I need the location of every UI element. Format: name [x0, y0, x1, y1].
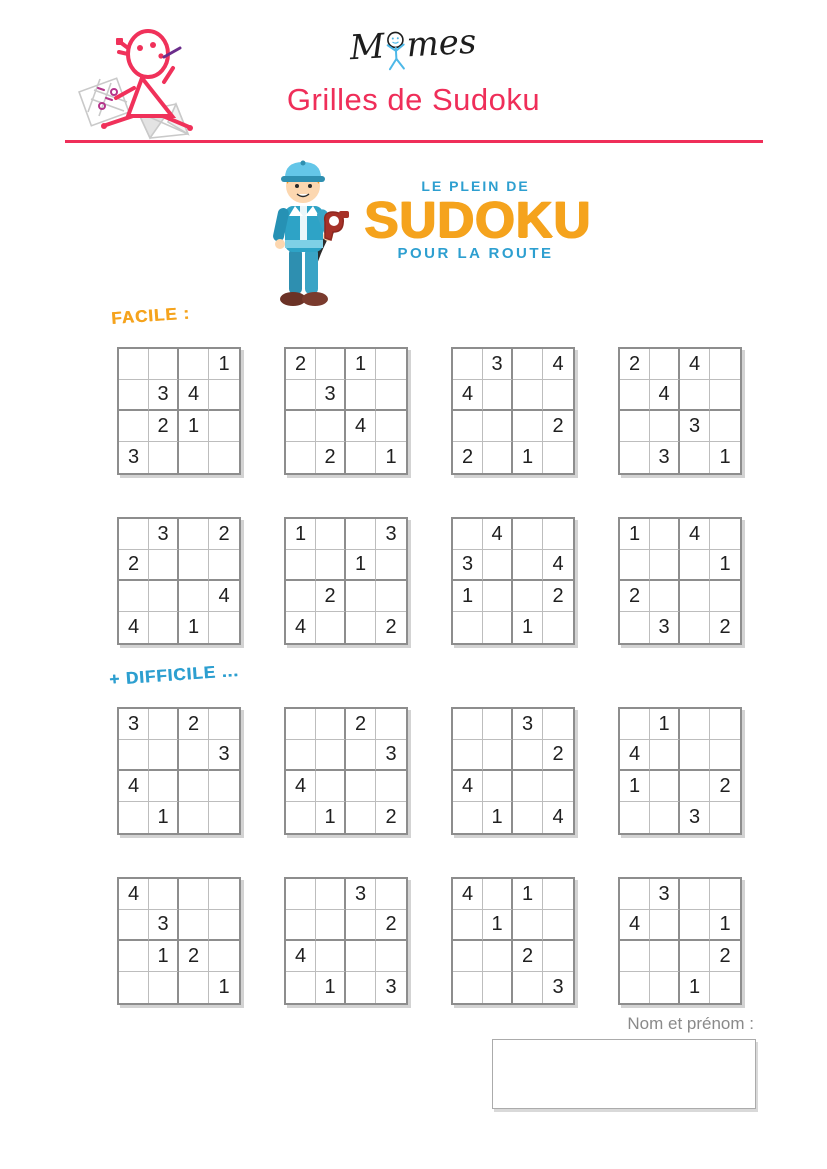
sudoku-cell	[209, 709, 239, 740]
sudoku-cell: 1	[719, 446, 731, 468]
sudoku-cell: 3	[552, 976, 564, 998]
sudoku-grid	[284, 707, 408, 835]
sudoku-cell	[376, 380, 406, 411]
sudoku-grid	[117, 877, 241, 1005]
sudoku-cell	[453, 411, 483, 442]
sudoku-cell: 1	[710, 550, 740, 581]
sudoku-cell	[209, 802, 239, 833]
sudoku-cell: 2	[513, 941, 543, 972]
sudoku-cell	[179, 442, 209, 473]
sudoku-cell: 1	[346, 550, 376, 581]
sudoku-cell	[346, 802, 376, 833]
sudoku-cell	[376, 709, 406, 740]
difficile-grid-row-1	[117, 707, 742, 835]
sudoku-cell	[710, 411, 740, 442]
sudoku-cell: 3	[376, 519, 406, 550]
sudoku-cell	[483, 442, 513, 473]
sudoku-grid	[284, 517, 408, 645]
sudoku-cell: 2	[620, 349, 650, 380]
sudoku-cell	[209, 910, 239, 941]
sudoku-grid	[451, 877, 575, 1005]
sudoku-cell	[209, 411, 239, 442]
sudoku-cell: 2	[316, 581, 346, 612]
sudoku-cell: 4	[179, 380, 209, 411]
sudoku-cell: 1	[513, 612, 543, 643]
sudoku-cell: 3	[650, 442, 680, 473]
sudoku-cell	[513, 380, 543, 411]
sudoku-cell	[346, 519, 376, 550]
sudoku-cell	[149, 550, 179, 581]
sudoku-cell: 1	[513, 442, 543, 473]
sudoku-cell	[650, 519, 680, 550]
sudoku-cell: 2	[710, 771, 740, 802]
sudoku-cell: 4	[543, 349, 573, 380]
sudoku-cell	[209, 380, 239, 411]
sudoku-cell	[316, 771, 346, 802]
sudoku-cell	[179, 349, 209, 380]
hero-illustration	[0, 156, 827, 308]
page-title: Grilles de Sudoku	[286, 82, 541, 117]
sudoku-cell: 1	[286, 519, 316, 550]
sudoku-cell	[316, 879, 346, 910]
sudoku-cell: 4	[209, 581, 239, 612]
sudoku-cell: 4	[119, 612, 149, 643]
sudoku-cell	[346, 972, 376, 1003]
sudoku-cell	[710, 709, 740, 740]
sudoku-cell: 1	[179, 612, 209, 643]
sudoku-cell: 2	[710, 941, 740, 972]
sudoku-cell: 2	[543, 740, 573, 771]
difficile-grid-row-2	[117, 877, 742, 1005]
sudoku-cell	[453, 802, 483, 833]
sudoku-cell	[483, 941, 513, 972]
sudoku-cell: 3	[650, 879, 680, 910]
sudoku-cell	[680, 740, 710, 771]
sudoku-cell	[620, 550, 650, 581]
sudoku-cell: 3	[680, 411, 710, 442]
name-label: Nom et prénom :	[627, 1014, 754, 1033]
sudoku-cell	[149, 709, 179, 740]
sudoku-cell	[376, 349, 406, 380]
sudoku-cell	[209, 771, 239, 802]
sudoku-cell: 1	[620, 771, 650, 802]
sudoku-cell	[286, 550, 316, 581]
sudoku-cell: 4	[346, 411, 376, 442]
sudoku-grid	[451, 707, 575, 835]
sudoku-cell	[513, 581, 543, 612]
sudoku-cell	[286, 802, 316, 833]
sudoku-cell	[316, 519, 346, 550]
sudoku-cell	[620, 802, 650, 833]
sudoku-cell	[316, 550, 346, 581]
sudoku-cell	[453, 709, 483, 740]
sudoku-cell	[543, 380, 573, 411]
sudoku-cell	[346, 581, 376, 612]
sudoku-cell	[453, 349, 483, 380]
sudoku-cell: 2	[346, 709, 376, 740]
sudoku-cell	[513, 411, 543, 442]
sudoku-cell: 1	[483, 802, 513, 833]
sudoku-cell	[286, 380, 316, 411]
sudoku-cell: 1	[453, 581, 483, 612]
sudoku-cell: 3	[376, 740, 406, 771]
sudoku-cell	[346, 941, 376, 972]
sudoku-cell	[483, 771, 513, 802]
sudoku-cell	[513, 740, 543, 771]
momes-logo-letter-m: M	[348, 26, 386, 69]
sudoku-cell: 4	[119, 879, 149, 910]
sudoku-cell: 2	[316, 442, 346, 473]
sudoku-cell: 4	[119, 771, 149, 802]
sudoku-cell	[149, 740, 179, 771]
sudoku-cell	[376, 771, 406, 802]
sudoku-cell	[316, 709, 346, 740]
sudoku-cell	[680, 910, 710, 941]
sudoku-cell: 4	[453, 380, 483, 411]
sudoku-cell: 3	[119, 709, 149, 740]
sudoku-cell	[483, 380, 513, 411]
momes-logo-letters-rest: mes	[405, 21, 478, 66]
sudoku-cell: 4	[453, 879, 483, 910]
sudoku-cell	[543, 442, 573, 473]
sudoku-cell	[119, 411, 149, 442]
sudoku-cell: 2	[179, 709, 209, 740]
sudoku-cell	[483, 550, 513, 581]
sudoku-cell	[149, 442, 179, 473]
pump-attendant-illustration	[269, 156, 351, 308]
sudoku-cell	[483, 740, 513, 771]
sudoku-cell	[543, 879, 573, 910]
sudoku-cell: 4	[552, 806, 564, 828]
sudoku-cell	[680, 771, 710, 802]
sudoku-cell: 4	[680, 519, 710, 550]
sudoku-cell	[209, 941, 239, 972]
sudoku-cell	[620, 612, 650, 643]
sudoku-cell	[119, 380, 149, 411]
sudoku-cell	[316, 411, 346, 442]
sudoku-cell	[543, 941, 573, 972]
sudoku-cell	[680, 581, 710, 612]
sudoku-cell: 1	[346, 349, 376, 380]
sudoku-cell: 2	[385, 616, 397, 638]
sudoku-cell: 1	[149, 802, 179, 833]
sudoku-cell	[620, 442, 650, 473]
sudoku-cell	[346, 612, 376, 643]
hero-tagline-top: LE PLEIN DE	[421, 178, 530, 194]
sudoku-cell: 2	[149, 411, 179, 442]
section-label-difficile: + DIFFICILE ...	[108, 660, 240, 690]
sudoku-cell	[286, 910, 316, 941]
sudoku-cell: 4	[483, 519, 513, 550]
sudoku-cell	[179, 972, 209, 1003]
sudoku-cell	[316, 740, 346, 771]
sudoku-cell	[680, 442, 710, 473]
sudoku-cell	[179, 802, 209, 833]
sudoku-cell	[650, 581, 680, 612]
sudoku-cell	[483, 612, 513, 643]
sudoku-cell: 4	[650, 380, 680, 411]
sudoku-cell	[179, 910, 209, 941]
sudoku-cell: 1	[513, 879, 543, 910]
sudoku-cell	[513, 349, 543, 380]
sudoku-cell	[620, 941, 650, 972]
sudoku-cell	[650, 740, 680, 771]
sudoku-cell	[453, 740, 483, 771]
sudoku-cell: 2	[543, 581, 573, 612]
sudoku-cell	[680, 550, 710, 581]
sudoku-cell	[680, 380, 710, 411]
sudoku-cell	[346, 740, 376, 771]
sudoku-cell: 3	[149, 910, 179, 941]
sudoku-cell	[149, 972, 179, 1003]
sudoku-cell	[119, 802, 149, 833]
sudoku-cell	[179, 519, 209, 550]
sudoku-cell	[179, 550, 209, 581]
sudoku-cell	[119, 519, 149, 550]
sudoku-cell	[710, 802, 740, 833]
sudoku-grid	[618, 517, 742, 645]
sudoku-cell	[710, 380, 740, 411]
sudoku-cell: 4	[286, 612, 316, 643]
sudoku-cell	[346, 771, 376, 802]
sudoku-cell	[286, 442, 316, 473]
sudoku-cell	[513, 550, 543, 581]
sudoku-cell	[179, 879, 209, 910]
sudoku-cell	[346, 380, 376, 411]
sudoku-cell: 3	[149, 519, 179, 550]
sudoku-cell	[316, 349, 346, 380]
sudoku-cell	[483, 879, 513, 910]
sudoku-cell: 1	[316, 802, 346, 833]
sudoku-cell	[346, 442, 376, 473]
sudoku-cell	[316, 941, 346, 972]
sudoku-cell: 2	[453, 442, 483, 473]
sudoku-cell: 4	[286, 771, 316, 802]
sudoku-cell: 1	[316, 972, 346, 1003]
sudoku-cell	[620, 411, 650, 442]
sudoku-cell: 4	[543, 550, 573, 581]
sudoku-cell	[710, 740, 740, 771]
sudoku-cell: 2	[385, 806, 397, 828]
sudoku-cell: 4	[680, 349, 710, 380]
sudoku-cell	[286, 972, 316, 1003]
sudoku-cell	[543, 612, 573, 643]
sudoku-cell	[710, 349, 740, 380]
sudoku-grid	[618, 347, 742, 475]
sudoku-cell	[513, 519, 543, 550]
sudoku-cell	[483, 972, 513, 1003]
sudoku-cell	[710, 972, 740, 1003]
sudoku-grid	[618, 707, 742, 835]
sudoku-cell	[620, 879, 650, 910]
sudoku-cell	[119, 349, 149, 380]
sudoku-cell: 2	[376, 910, 406, 941]
sudoku-grid	[117, 707, 241, 835]
sudoku-cell	[119, 910, 149, 941]
sudoku-cell: 3	[316, 380, 346, 411]
sudoku-cell	[620, 380, 650, 411]
section-label-facile: FACILE :	[110, 303, 191, 329]
sudoku-cell: 2	[119, 550, 149, 581]
sudoku-cell: 3	[483, 349, 513, 380]
hero-title: SUDOKU	[364, 191, 592, 248]
sudoku-cell	[543, 910, 573, 941]
sudoku-cell	[209, 550, 239, 581]
sudoku-cell	[483, 581, 513, 612]
sudoku-cell	[543, 709, 573, 740]
sudoku-cell: 2	[719, 616, 731, 638]
sudoku-cell	[513, 910, 543, 941]
sudoku-cell	[513, 802, 543, 833]
sudoku-cell	[149, 771, 179, 802]
sudoku-cell	[650, 802, 680, 833]
sudoku-cell	[710, 519, 740, 550]
sudoku-cell	[650, 550, 680, 581]
sudoku-cell: 2	[620, 581, 650, 612]
sudoku-grid	[618, 877, 742, 1005]
sudoku-cell: 3	[119, 442, 149, 473]
sudoku-cell	[453, 941, 483, 972]
sudoku-cell	[543, 519, 573, 550]
sudoku-cell	[513, 771, 543, 802]
sudoku-cell	[453, 612, 483, 643]
sudoku-grid	[451, 517, 575, 645]
sudoku-cell: 1	[710, 910, 740, 941]
sudoku-cell	[483, 411, 513, 442]
sudoku-cell	[620, 972, 650, 1003]
sudoku-cell	[119, 941, 149, 972]
sudoku-cell: 4	[620, 910, 650, 941]
sudoku-grid	[451, 347, 575, 475]
sudoku-cell	[453, 519, 483, 550]
sudoku-cell: 2	[209, 519, 239, 550]
sudoku-cell: 4	[453, 771, 483, 802]
sudoku-cell	[650, 910, 680, 941]
sudoku-cell	[179, 581, 209, 612]
sudoku-cell: 1	[483, 910, 513, 941]
hero-tagline-bottom: POUR LA ROUTE	[397, 245, 554, 262]
sudoku-cell: 4	[620, 740, 650, 771]
sudoku-cell	[149, 349, 179, 380]
sudoku-cell	[650, 972, 680, 1003]
sudoku-cell: 2	[286, 349, 316, 380]
name-box	[492, 1039, 756, 1109]
sudoku-cell: 1	[385, 446, 397, 468]
sudoku-cell	[346, 910, 376, 941]
sudoku-cell	[453, 972, 483, 1003]
facile-grid-row-2	[117, 517, 742, 645]
sudoku-cell	[179, 740, 209, 771]
sudoku-cell	[286, 879, 316, 910]
sudoku-cell: 1	[680, 972, 710, 1003]
sudoku-cell: 1	[218, 976, 230, 998]
sudoku-cell	[650, 771, 680, 802]
sudoku-cell	[209, 612, 239, 643]
sudoku-cell	[209, 442, 239, 473]
sudoku-cell: 3	[650, 612, 680, 643]
sudoku-cell	[620, 709, 650, 740]
sudoku-cell: 3	[680, 802, 710, 833]
sudoku-cell: 3	[209, 740, 239, 771]
sudoku-cell	[286, 709, 316, 740]
sudoku-cell	[483, 709, 513, 740]
sudoku-cell	[513, 972, 543, 1003]
sudoku-cell	[179, 771, 209, 802]
sudoku-cell	[316, 612, 346, 643]
sudoku-grid	[284, 877, 408, 1005]
sudoku-cell	[376, 550, 406, 581]
sudoku-cell	[119, 972, 149, 1003]
sudoku-cell: 1	[179, 411, 209, 442]
sudoku-cell	[680, 941, 710, 972]
sudoku-cell: 2	[543, 411, 573, 442]
sudoku-cell	[710, 879, 740, 910]
facile-grid-row-1	[117, 347, 742, 475]
sudoku-cell: 3	[385, 976, 397, 998]
sudoku-cell	[149, 879, 179, 910]
sudoku-cell	[286, 581, 316, 612]
sudoku-grid	[117, 517, 241, 645]
sudoku-cell	[453, 910, 483, 941]
sudoku-cell	[376, 879, 406, 910]
sudoku-cell	[680, 709, 710, 740]
sudoku-cell	[149, 581, 179, 612]
sudoku-cell	[149, 612, 179, 643]
sudoku-cell: 1	[149, 941, 179, 972]
sudoku-cell	[286, 411, 316, 442]
sudoku-cell	[650, 349, 680, 380]
sudoku-cell	[680, 879, 710, 910]
sudoku-cell	[650, 941, 680, 972]
sudoku-cell: 3	[346, 879, 376, 910]
sudoku-cell: 4	[286, 941, 316, 972]
sudoku-cell: 1	[209, 349, 239, 380]
sudoku-cell	[286, 740, 316, 771]
sudoku-cell	[376, 411, 406, 442]
sudoku-cell	[376, 941, 406, 972]
momes-logo	[0, 21, 827, 74]
sudoku-cell: 3	[149, 380, 179, 411]
sudoku-cell	[316, 910, 346, 941]
sudoku-cell: 1	[620, 519, 650, 550]
sudoku-grid	[117, 347, 241, 475]
sudoku-cell	[209, 879, 239, 910]
header-divider	[65, 140, 763, 143]
sudoku-cell	[543, 771, 573, 802]
sudoku-cell: 2	[179, 941, 209, 972]
sudoku-cell: 3	[453, 550, 483, 581]
sudoku-cell	[119, 581, 149, 612]
sudoku-cell	[650, 411, 680, 442]
sudoku-cell	[680, 612, 710, 643]
sudoku-grid	[284, 347, 408, 475]
sudoku-cell: 1	[650, 709, 680, 740]
sudoku-cell	[710, 581, 740, 612]
sudoku-cell	[119, 740, 149, 771]
sudoku-cell: 3	[513, 709, 543, 740]
sudoku-cell	[376, 581, 406, 612]
